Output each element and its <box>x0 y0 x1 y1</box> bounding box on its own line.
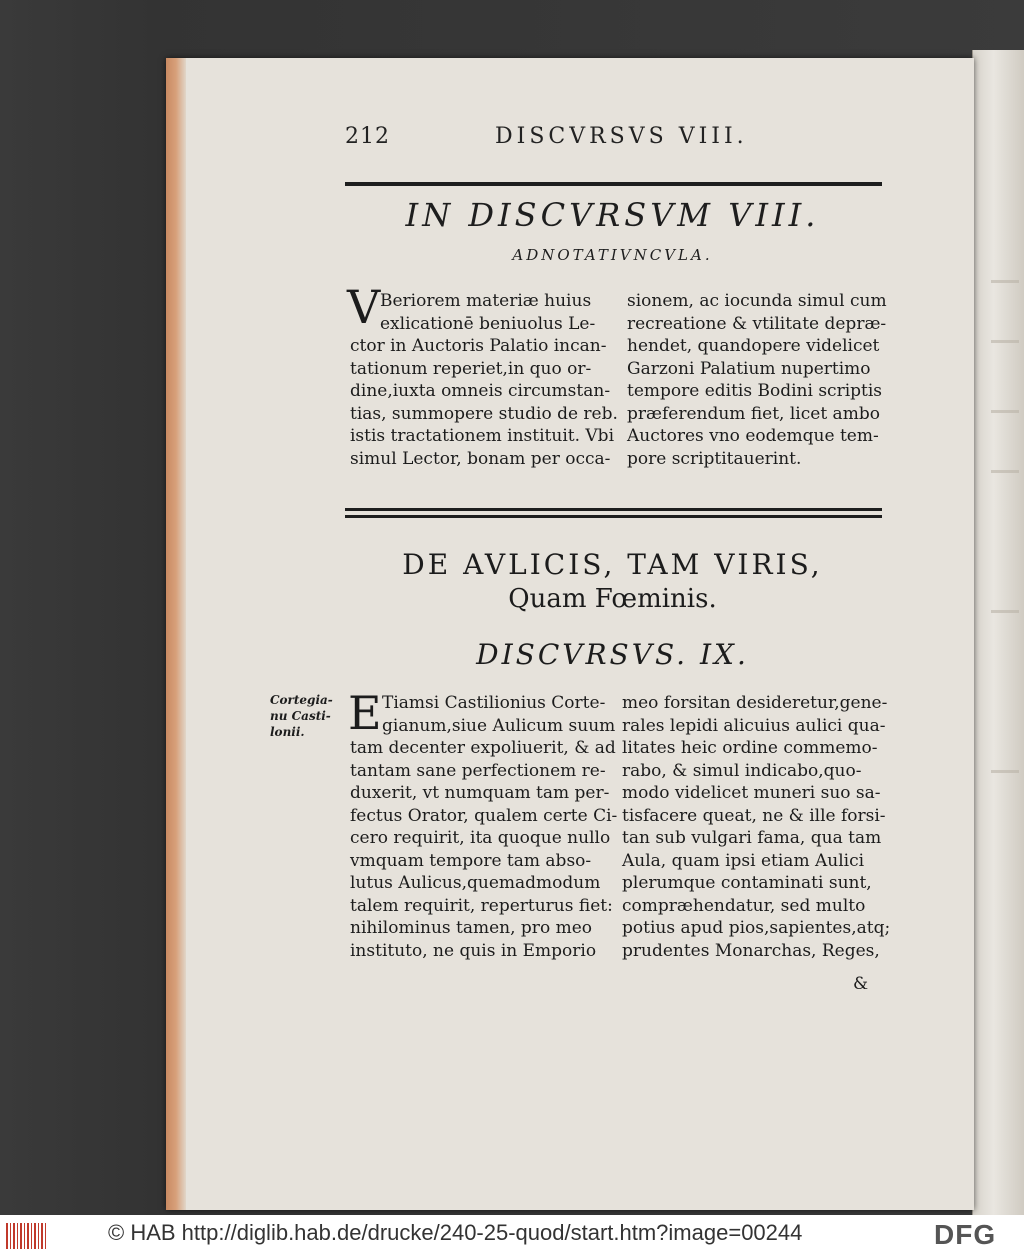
text-line: tias, summopere studio de reb. <box>350 403 618 424</box>
text-line: instituto, ne quis in Emporio <box>350 940 597 961</box>
text-line: modo videlicet muneri suo sa- <box>622 783 881 803</box>
facing-page-edge <box>972 50 1024 1215</box>
text-line: pore scriptitauerint. <box>627 448 802 469</box>
text-line: istis tractationem instituit. Vbi <box>350 426 615 446</box>
text-line: præferendum fiet, licet ambo <box>627 403 880 424</box>
text-line: gianum,siue Aulicum suum <box>382 715 616 736</box>
text-line: tam decenter expoliuerit, & ad <box>350 738 616 758</box>
text-line: sionem, ac iocunda simul cum <box>627 291 887 311</box>
text-line: prudentes Monarchas, Reges, <box>622 940 880 961</box>
text-line: duxerit, vt numquam tam per- <box>350 783 610 803</box>
text-line: Aula, quam ipsi etiam Aulici <box>622 850 865 871</box>
text-line: rabo, & simul indicabo,quo- <box>622 760 862 781</box>
discourse-label: DISCVRSVS. IX. <box>476 638 749 671</box>
text-line: vmquam tempore tam abso- <box>350 850 592 871</box>
chapter-left-column <box>350 692 622 962</box>
margin-note: Cortegia-nu Casti-lonii. <box>270 693 333 739</box>
bleed-through-mark <box>991 770 1019 773</box>
annotation-subtitle: ADNOTATIVNCVLA. <box>512 246 713 264</box>
text-line: rales lepidi alicuius aulici qua- <box>622 715 886 736</box>
chapter-drop-cap: E <box>348 686 382 740</box>
text-line: Garzoni Palatium nupertimo <box>627 358 871 379</box>
text-line: hendet, quandopere videlicet <box>627 336 880 356</box>
text-line: Tiamsi Castilionius Corte- <box>382 693 606 713</box>
text-line: Beriorem materiæ huius <box>380 291 592 311</box>
dfg-logo: DFG <box>934 1219 997 1250</box>
page-number: 212 <box>345 124 390 149</box>
text-line: dine,iuxta omneis circumstan- <box>350 381 611 401</box>
text-line: tan sub vulgari fama, qua tam <box>622 828 882 848</box>
text-line: simul Lector, bonam per occa- <box>350 448 611 469</box>
copyright-link[interactable]: © HAB http://diglib.hab.de/drucke/240-25-quod/start.htm?image=00244 <box>108 1220 803 1245</box>
text-line: ctor in Auctoris Palatio incan- <box>350 336 607 356</box>
annotation-drop-cap: V <box>347 280 381 334</box>
bleed-through-mark <box>991 470 1019 473</box>
text-line: litates heic ordine commemo- <box>622 738 878 758</box>
annotation-title: IN DISCVRSVM VIII. <box>405 196 820 234</box>
hab-logo-icon <box>6 1223 48 1249</box>
text-line: plerumque contaminati sunt, <box>622 873 872 893</box>
bleed-through-mark <box>991 410 1019 413</box>
text-line: nihilominus tamen, pro meo <box>350 918 592 938</box>
text-line: tationum reperiet,in quo or- <box>350 358 592 379</box>
annotation-right-column <box>627 290 885 470</box>
viewer-footer <box>0 1215 1024 1255</box>
text-line: exlicationē beniuolus Le- <box>380 313 596 334</box>
running-title: DISCVRSVS VIII. <box>495 124 748 149</box>
chapter-heading: DE AVLICIS, TAM VIRIS, <box>402 548 823 581</box>
text-line: cero requirit, ita quoque nullo <box>350 828 611 848</box>
text-line: tantam sane perfectionem re- <box>350 760 606 781</box>
text-line: potius apud pios,sapientes,atq; <box>622 918 891 938</box>
text-line: fectus Orator, qualem certe Ci- <box>350 805 618 826</box>
text-line: talem requirit, reperturus fiet: <box>350 895 613 916</box>
text-line: recreatione & vtilitate depræ- <box>627 313 887 334</box>
section-rule-top <box>345 508 882 511</box>
bleed-through-mark <box>991 340 1019 343</box>
chapter-right-column <box>622 692 891 962</box>
text-line: compræhendatur, sed multo <box>622 895 866 916</box>
text-line: meo forsitan desideretur,gene- <box>622 693 888 713</box>
page-header <box>345 124 880 156</box>
text-line: tisfacere queat, ne & ille forsi- <box>622 805 886 826</box>
annotation-left-column <box>350 290 620 470</box>
section-rule-bottom <box>345 515 882 518</box>
text-line: lutus Aulicus,quemadmodum <box>350 873 601 893</box>
chapter-subheading: Quam Fœminis. <box>508 584 717 614</box>
text-line: tempore editis Bodini scriptis <box>627 381 883 401</box>
bleed-through-mark <box>991 610 1019 613</box>
bleed-through-mark <box>991 280 1019 283</box>
page-gilt-edge <box>166 58 186 1210</box>
catchword: & <box>853 974 869 994</box>
header-rule <box>345 182 882 186</box>
text-line: Auctores vno eodemque tem- <box>627 426 879 446</box>
